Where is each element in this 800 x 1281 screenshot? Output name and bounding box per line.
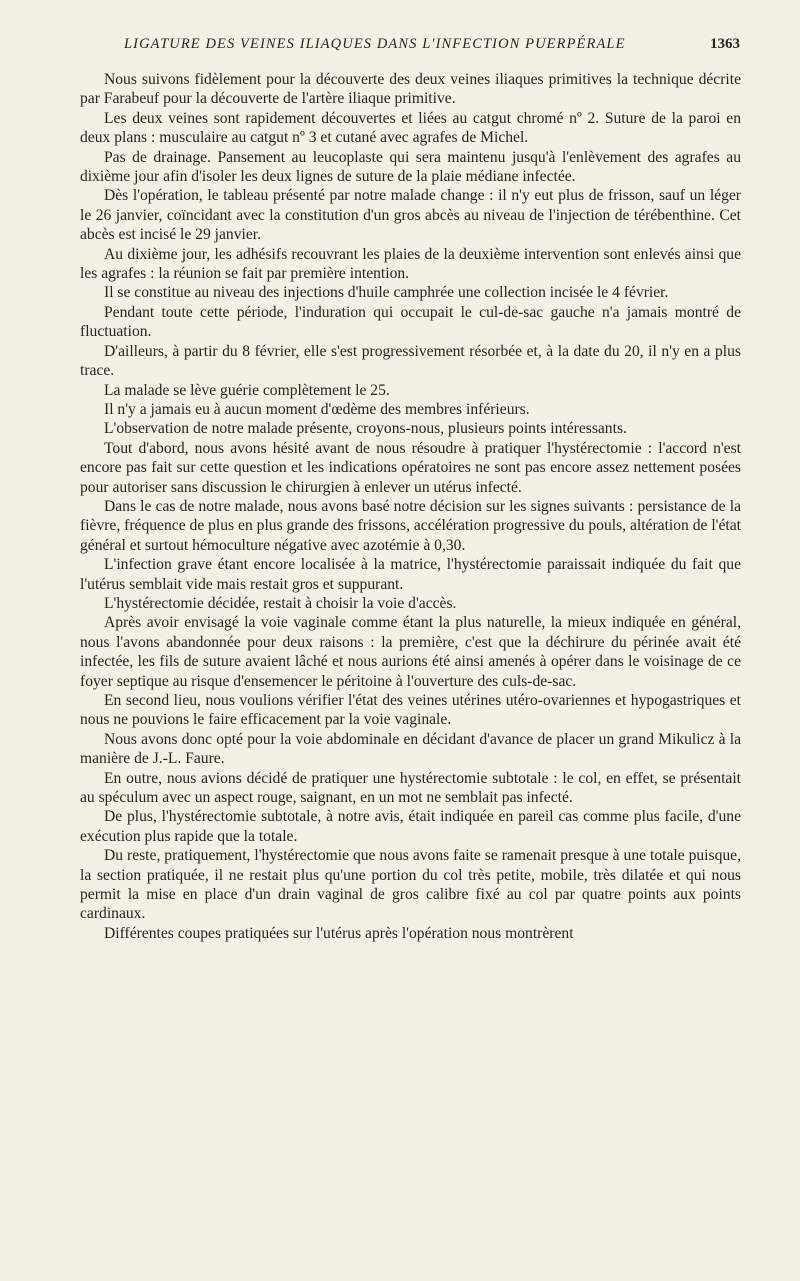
paragraph: La malade se lève guérie complètement le 25. [104,381,390,399]
paragraph: Après avoir envisagé la voie vaginale comme étant la plus naturelle, la mieux indiquée en général, nous l'avons abandonnée pour deux raisons : la première, c'est que la déchirure du périnée avait été infectée, les fils de suture avaient lâché et nous aurions été ainsi amenés à opérer dans le voisinage de ce foyer septique au risque d'ensemencer le péritoine à l'ouverture des culs-de-sac. [80,614,741,690]
paragraph: Nous suivons fidèlement pour la découverte des deux veines iliaques primitives la technique décrite par Farabeuf pour la découverte de l'artère iliaque primitive. [80,71,741,108]
paragraph: D'ailleurs, à partir du 8 février, elle s'est progressivement résorbée et, à la date du 20, il n'y en a plus trace. [80,342,741,380]
paragraph: L'hystérectomie décidée, restait à choisir la voie d'accès. [104,594,457,612]
paragraph: Tout d'abord, nous avons hésité avant de nous résoudre à pratiquer l'hystérectomie : l'accord n'est encore pas fait sur cette question et les indications opératoires ne sont pas encore assez nettement posées pour autoriser sans discussion le chirurgien à enlever un utérus infecté. [80,439,741,496]
paragraph: Les deux veines sont rapidement découvertes et liées au catgut chromé nº 2. Suture de la paroi en deux plans : musculaire au catgut nº 3 et cutané avec agrafes de Michel. [80,109,741,147]
paragraph: L'infection grave étant encore localisée à la matrice, l'hystérectomie paraissait indiquée du fait que l'utérus semblait vide mais restait gros et suppurant. [80,556,741,593]
paragraph: Au dixième jour, les adhésifs recouvrant les plaies de la deuxième intervention sont enlevés ainsi que les agrafes : la réunion se fait par première intention. [80,245,741,283]
paragraph: En second lieu, nous voulions vérifier l'état des veines utérines utéro-ovariennes et hypogastriques et nous ne pouvions le faire efficacement par la voie vaginale. [80,692,741,729]
page-number: 1363 [710,36,740,52]
paragraph: Différentes coupes pratiquées sur l'utérus après l'opération nous montrèrent [104,924,574,942]
paragraph: En outre, nous avions décidé de pratiquer une hystérectomie subtotale : le col, en effet, se présentait au spéculum avec un aspect rouge, saignant, en un mot ne semblait pas infecté. [80,769,741,807]
paragraph: Dès l'opération, le tableau présenté par notre malade change : il n'y eut plus de frisson, sauf un léger le 26 janvier, coïncidant avec la constitution d'un gros abcès au niveau de l'injection de térébenthine. Cet abcès est incisé le 29 janvier. [80,187,741,244]
paragraph: L'observation de notre malade présente, croyons-nous, plusieurs points intéressants. [104,420,627,438]
paragraph: Nous avons donc opté pour la voie abdominale en décidant d'avance de placer un grand Mikulicz à la manière de J.-L. Faure. [80,730,741,768]
paragraph: Dans le cas de notre malade, nous avons basé notre décision sur les signes suivants : persistance de la fièvre, fréquence de plus en plus grande des frissons, accélération progressive du pouls, altération de l'état général et surtout hémoculture négative avec azotémie à 0,30. [80,497,741,554]
paragraph: Du reste, pratiquement, l'hystérectomie que nous avons faite se ramenait presque à une totale puisque, la section pratiquée, il ne restait plus qu'une portion du col très petite, mobile, très dilatée et qui nous permit la mise en place d'un drain vaginal de gros calibre fixé au col par quatre points aux points cardinaux. [80,847,741,923]
paragraph: Pas de drainage. Pansement au leucoplaste qui sera maintenu jusqu'à l'enlèvement des agrafes au dixième jour afin d'isoler les deux lignes de suture de la plaie médiane infectée. [80,148,741,186]
paragraph: Il n'y a jamais eu à aucun moment d'œdème des membres inférieurs. [104,400,530,418]
paragraph: De plus, l'hystérectomie subtotale, à notre avis, était indiquée en pareil cas comme plus facile, d'une exécution plus rapide que la totale. [80,808,741,845]
body-text [80,70,741,943]
running-head [80,36,740,56]
paragraph: Pendant toute cette période, l'induration qui occupait le cul-de-sac gauche n'a jamais montré de fluctuation. [80,303,741,341]
paragraph: Il se constitue au niveau des injections d'huile camphrée une collection incisée le 4 février. [104,284,669,302]
running-title: LIGATURE DES VEINES ILIAQUES DANS L'INFECTION PUERPÉRALE [124,36,626,52]
